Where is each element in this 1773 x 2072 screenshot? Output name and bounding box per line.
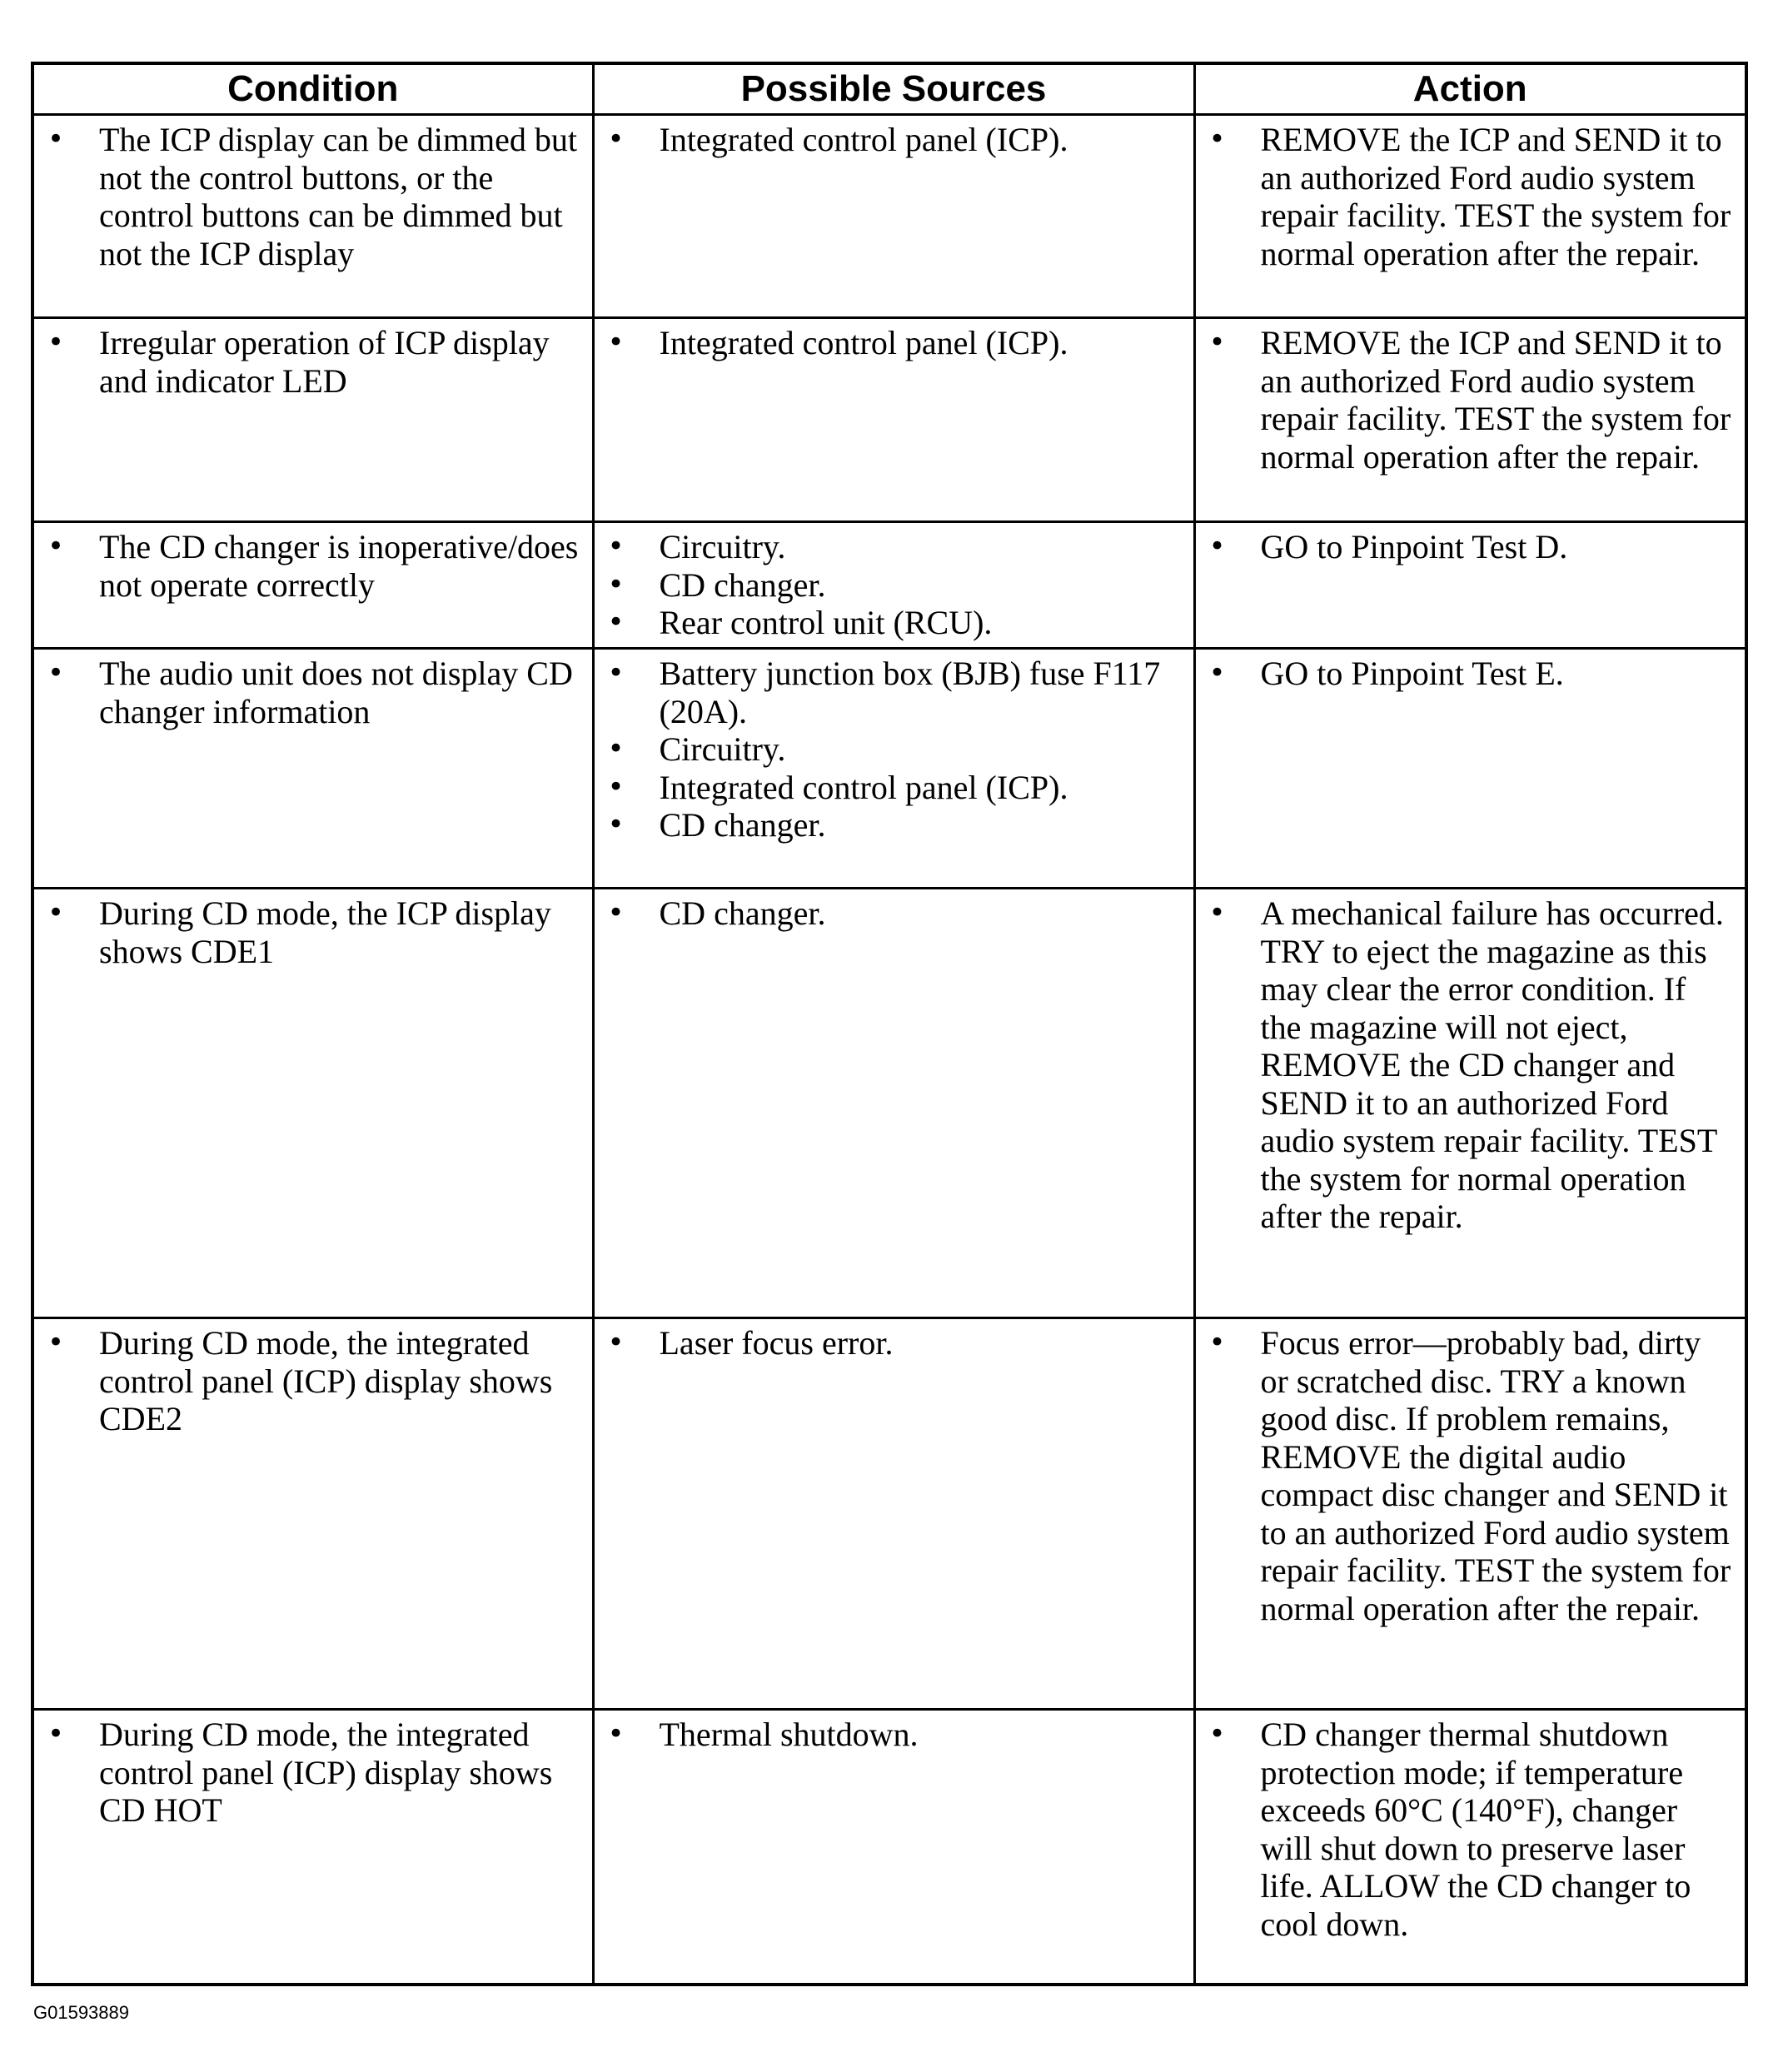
condition-cell — [32, 522, 593, 649]
sources-cell — [593, 522, 1194, 649]
sources-cell — [593, 318, 1194, 522]
source-item: • CD changer. — [595, 806, 1182, 844]
action-cell — [1194, 115, 1746, 318]
condition-text: • The audio unit does not display CD changer information — [34, 655, 580, 730]
condition-cell — [32, 889, 593, 1318]
condition-text: • The CD changer is inoperative/does not operate correctly — [34, 528, 580, 604]
diagnostic-table — [31, 62, 1748, 1986]
source-item: • CD changer. — [595, 894, 1182, 933]
header-possible-sources: Possible Sources — [593, 63, 1194, 115]
source-item: • Circuitry. — [595, 528, 1182, 566]
table-row — [32, 889, 1746, 1318]
action-text: • Focus error—probably bad, dirty or scratched disc. TRY a known good disc. If problem remains, REMOVE the digital audio compact disc changer and SEND it to an authorized Ford audio system repair facility. TEST the system for normal operation after the repair. — [1196, 1324, 1734, 1627]
sources-cell — [593, 115, 1194, 318]
source-item: • Rear control unit (RCU). — [595, 604, 1182, 642]
table-row — [32, 649, 1746, 889]
action-cell — [1194, 522, 1746, 649]
action-cell — [1194, 1318, 1746, 1710]
source-item: • Integrated control panel (ICP). — [595, 324, 1182, 362]
sources-cell — [593, 1710, 1194, 1985]
condition-cell — [32, 115, 593, 318]
table-row — [32, 1318, 1746, 1710]
action-text: • REMOVE the ICP and SEND it to an authorized Ford audio system repair facility. TEST the system for normal operation after the repair. — [1196, 324, 1734, 476]
header-row — [32, 63, 1746, 115]
condition-text: • Irregular operation of ICP display and indicator LED — [34, 324, 580, 400]
action-cell — [1194, 889, 1746, 1318]
source-item: • Thermal shutdown. — [595, 1716, 1182, 1754]
table-row — [32, 522, 1746, 649]
source-item: • Circuitry. — [595, 730, 1182, 769]
action-text: • A mechanical failure has occurred. TRY to eject the magazine as this may clear the error condition. If the magazine will not eject, REMOVE the CD changer and SEND it to an authorized Ford audio system repair facility. TEST the system for normal operation after the repair. — [1196, 894, 1734, 1236]
source-item: • CD changer. — [595, 566, 1182, 605]
condition-cell — [32, 1318, 593, 1710]
condition-text: • The ICP display can be dimmed but not the control buttons, or the control buttons can be dimmed but not the ICP display — [34, 121, 580, 272]
condition-cell — [32, 318, 593, 522]
condition-text: • During CD mode, the ICP display shows CDE1 — [34, 894, 580, 970]
action-text: • REMOVE the ICP and SEND it to an authorized Ford audio system repair facility. TEST the system for normal operation after the repair. — [1196, 121, 1734, 272]
action-text: • CD changer thermal shutdown protection mode; if temperature exceeds 60°C (140°F), changer will shut down to preserve laser life. ALLOW the CD changer to cool down. — [1196, 1716, 1734, 1943]
table-row — [32, 115, 1746, 318]
condition-text: • During CD mode, the integrated control panel (ICP) display shows CD HOT — [34, 1716, 580, 1830]
header-action: Action — [1194, 63, 1746, 115]
sources-cell — [593, 649, 1194, 889]
action-cell — [1194, 1710, 1746, 1985]
sources-cell — [593, 1318, 1194, 1710]
action-cell — [1194, 649, 1746, 889]
table-row — [32, 318, 1746, 522]
condition-cell — [32, 1710, 593, 1985]
source-item: • Battery junction box (BJB) fuse F117 (20A). — [595, 655, 1182, 730]
sources-cell — [593, 889, 1194, 1318]
condition-cell — [32, 649, 593, 889]
table-row — [32, 1710, 1746, 1985]
action-text: • GO to Pinpoint Test E. — [1196, 655, 1734, 693]
source-item: • Integrated control panel (ICP). — [595, 121, 1182, 159]
source-item: • Integrated control panel (ICP). — [595, 769, 1182, 807]
action-text: • GO to Pinpoint Test D. — [1196, 528, 1734, 566]
source-item: • Laser focus error. — [595, 1324, 1182, 1362]
action-cell — [1194, 318, 1746, 522]
condition-text: • During CD mode, the integrated control panel (ICP) display shows CDE2 — [34, 1324, 580, 1438]
figure-code: G01593889 — [33, 2002, 129, 2023]
header-condition: Condition — [32, 63, 593, 115]
